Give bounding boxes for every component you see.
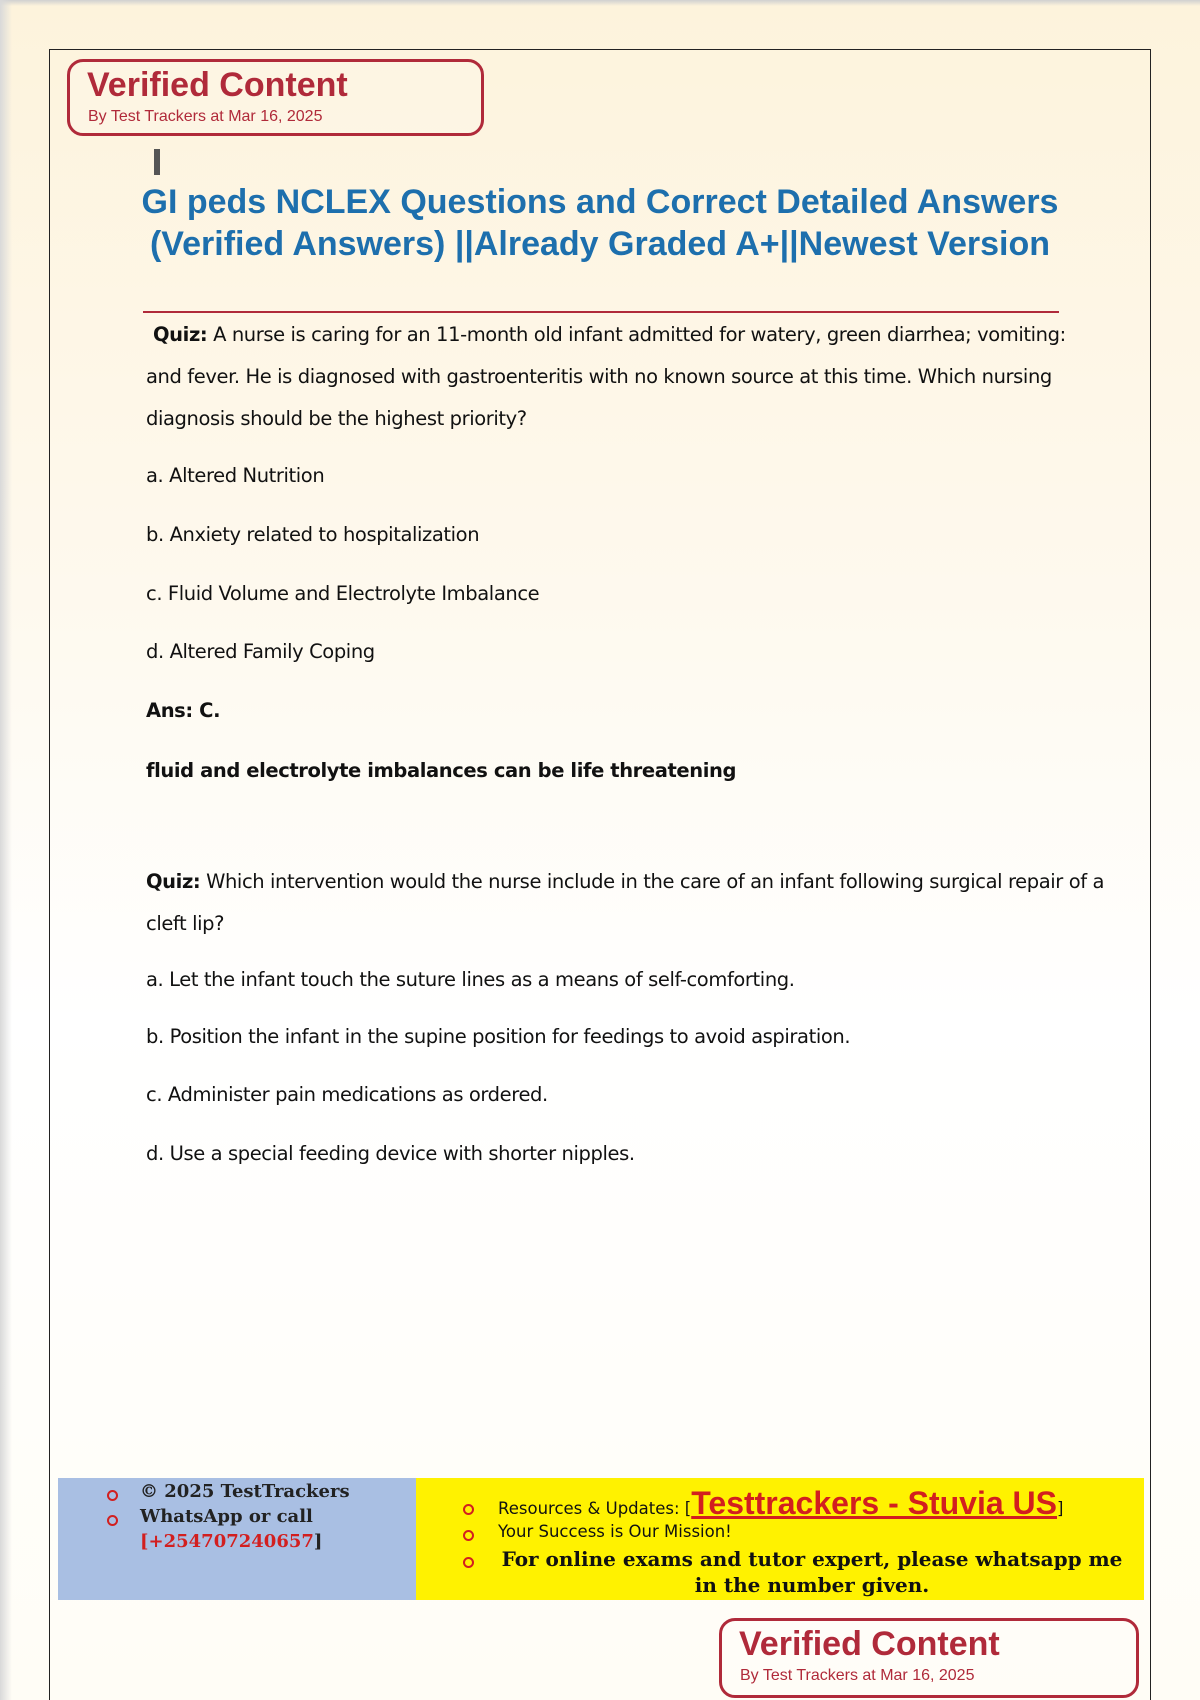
bullet-icon <box>107 1490 118 1501</box>
footer-contact-panel <box>58 1478 416 1600</box>
question-label: Quiz: <box>153 323 208 346</box>
link-bracket: ] <box>1057 1499 1064 1518</box>
bullet-icon <box>463 1504 474 1515</box>
question-1 <box>146 314 1106 440</box>
stamp-subtitle: By Test Trackers at Mar 16, 2025 <box>740 1667 975 1684</box>
question-1-option-b: b. Anxiety related to hospitalization <box>146 523 480 546</box>
question-label: Quiz: <box>146 870 201 893</box>
question-2 <box>146 861 1106 945</box>
footer-mission: Your Success is Our Mission! <box>498 1522 732 1541</box>
verified-stamp-bottom <box>719 1618 1139 1698</box>
footer-copyright: © 2025 TestTrackers <box>140 1481 350 1502</box>
question-1-answer: Ans: C. <box>146 699 221 722</box>
phone-number[interactable]: [+254707240657 <box>140 1531 314 1552</box>
question-text: A nurse is caring for an 11-month old infant admitted for watery, green diarrhea; vomiting: and fever. He is diagnosed with gastroenteritis with no known source at this time. Which nursing diagnosis should be the highest priority? <box>146 323 1066 430</box>
footer-resources-panel <box>416 1478 1144 1600</box>
question-1-option-a: a. Altered Nutrition <box>146 464 325 487</box>
verified-stamp-top <box>67 59 484 136</box>
stamp-title: Verified Content <box>87 66 348 104</box>
footer-whatsapp-label: WhatsApp or call <box>140 1506 313 1527</box>
footer-phone[interactable] <box>140 1531 322 1552</box>
question-2-option-c: c. Administer pain medications as ordered. <box>146 1083 548 1106</box>
document-page <box>49 49 1151 1700</box>
phone-bracket: ] <box>313 1531 323 1552</box>
question-2-option-a: a. Let the infant touch the suture lines as a means of self-comforting. <box>146 968 795 991</box>
footer-cta: For online exams and tutor expert, please whatsapp me in the number given. <box>501 1547 1123 1597</box>
title-divider <box>143 311 1059 313</box>
question-2-option-b: b. Position the infant in the supine position for feedings to avoid aspiration. <box>146 1025 851 1048</box>
stamp-subtitle: By Test Trackers at Mar 16, 2025 <box>88 108 323 125</box>
bullet-icon <box>463 1557 474 1568</box>
question-text: Which intervention would the nurse include in the care of an infant following surgical repair of a cleft lip? <box>146 870 1105 935</box>
question-2-option-d: d. Use a special feeding device with shorter nipples. <box>146 1142 635 1165</box>
page-shadow-top <box>0 0 1200 6</box>
stuvia-link[interactable]: Testtrackers - Stuvia US <box>691 1485 1057 1521</box>
text-cursor-mark <box>154 149 160 175</box>
bullet-icon <box>463 1530 474 1541</box>
question-1-rationale: fluid and electrolyte imbalances can be life threatening <box>146 759 737 782</box>
document-title: GI peds NCLEX Questions and Correct Detailed Answers (Verified Answers) ||Already Graded A+||Newest Version <box>141 183 1059 263</box>
bullet-icon <box>107 1515 118 1526</box>
question-1-option-c: c. Fluid Volume and Electrolyte Imbalance <box>146 582 540 605</box>
resources-label: Resources & Updates: [ <box>498 1499 692 1518</box>
question-1-option-d: d. Altered Family Coping <box>146 640 375 663</box>
stamp-title: Verified Content <box>739 1625 1000 1663</box>
page-shadow-left <box>0 0 12 1700</box>
